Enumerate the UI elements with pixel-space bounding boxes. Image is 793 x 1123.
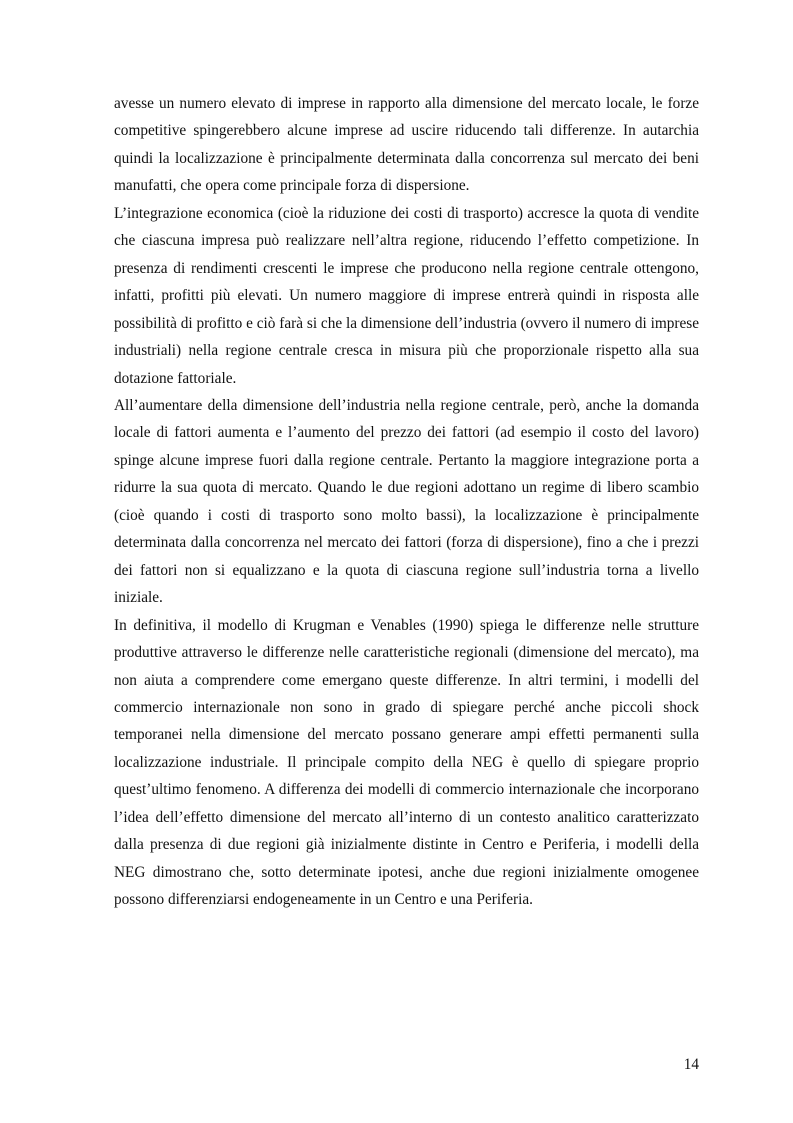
page-number: 14 xyxy=(683,1056,699,1073)
paragraph-economic-integration: L’integrazione economica (cioè la riduzione dei costi di trasporto) accresce la quota di vendite che ciascuna impresa può realizzare nell’altra regione, riducendo l’effetto competizione. In presenza di rendimenti crescenti le imprese che producono nella regione centrale ottengono, infatti, profitti più elevati. Un numero maggiore di imprese entrerà quindi in risposta alle possibilità di profitto e ciò farà si che la dimensione dell’industria (ovvero il numero di imprese industriali) nella regione centrale cresca in misura più che proporzionale rispetto alla sua dotazione fattoriale. xyxy=(114,204,699,387)
paragraph-industry-expansion: All’aumentare della dimensione dell’industria nella regione centrale, però, anche la domanda locale di fattori aumenta e l’aumento del prezzo dei fattori (ad esempio il costo del lavoro) spinge alcune imprese fuori dalla regione centrale. Pertanto la maggiore integrazione porta a ridurre la sua quota di mercato. Quando le due regioni adottano un regime di libero scambio (cioè quando i costi di trasporto sono molto bassi), la localizzazione è principalmente determinata dalla concorrenza nel mercato dei fattori (forza di dispersione), fino a che i prezzi dei fattori non si equalizzano e la quota di ciascuna regione sull’industria torna a livello iniziale. xyxy=(114,396,699,607)
document-body xyxy=(114,90,699,914)
paragraph-conclusion: In definitiva, il modello di Krugman e Venables (1990) spiega le differenze nelle strutture produttive attraverso le differenze nelle caratteristiche regionali (dimensione del mercato), ma non aiuta a comprendere come emergano queste differenze. In altri termini, i modelli del commercio internazionale non sono in grado di spiegare perché anche piccoli shock temporanei nella dimensione del mercato possano generare ampi effetti permanenti sulla localizzazione industriale. Il principale compito della NEG è quello di spiegare proprio quest’ultimo fenomeno. A differenza dei modelli di commercio internazionale che incorporano l’idea dell’effetto dimensione del mercato all’interno di un contesto analitico caratterizzato dalla presenza di due regioni già inizialmente distinte in Centro e Periferia, i modelli della NEG dimostrano che, sotto determinate ipotesi, anche due regioni inizialmente omogenee possono differenziarsi endogeneamente in un Centro e una Periferia. xyxy=(114,616,699,909)
paragraph-continuation: avesse un numero elevato di imprese in rapporto alla dimensione del mercato locale, le forze competitive spingerebbero alcune imprese ad uscire riducendo tali differenze. In autarchia quindi la localizzazione è principalmente determinata dalla concorrenza sul mercato dei beni manufatti, che opera come principale forza di dispersione. xyxy=(114,95,699,195)
